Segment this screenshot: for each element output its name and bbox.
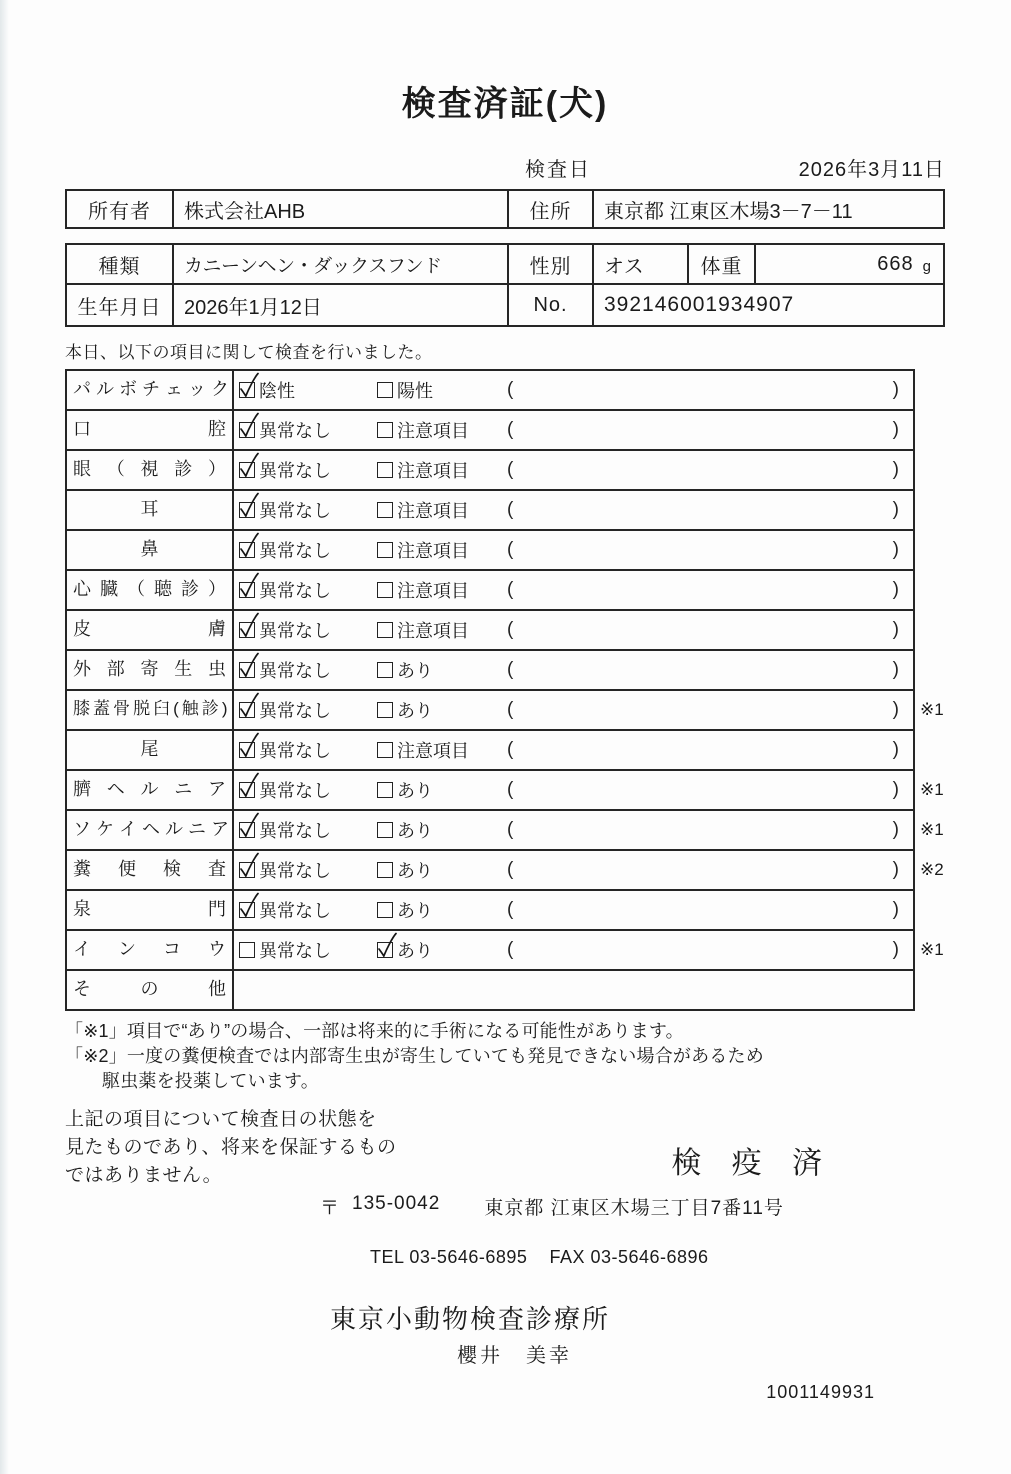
check-tick-icon xyxy=(238,732,260,759)
paren-open-char: ( xyxy=(507,859,514,880)
option-1-label: 陰性 xyxy=(259,381,295,401)
check-tick-icon xyxy=(238,652,260,679)
footnote-2-line1: 「※2」一度の糞便検査では内部寄生虫が寄生していても発見できない場合があるため xyxy=(65,1046,764,1066)
checkbox-2 xyxy=(377,862,393,878)
option-1 xyxy=(239,857,377,883)
remarks-field xyxy=(507,779,913,801)
serial-number: 1001149931 xyxy=(766,1382,875,1402)
paren-open-char: ( xyxy=(507,659,514,680)
checkbox-1 xyxy=(239,702,255,718)
checkbox-2 xyxy=(377,382,393,398)
paren-open-char: ( xyxy=(507,539,514,560)
row-content xyxy=(234,571,913,609)
weight-cell xyxy=(754,245,943,283)
breed-label: 種類 xyxy=(98,255,141,278)
checklist-row xyxy=(67,809,944,849)
option-1-label: 異常なし xyxy=(259,661,331,681)
checklist-row xyxy=(67,371,913,409)
sex-value: オス xyxy=(592,245,687,283)
row-label: 臍 ヘ ル ニ ア xyxy=(67,771,234,809)
check-tick-icon xyxy=(238,852,260,879)
owner-value: 株式会社AHB xyxy=(172,191,507,227)
paren-open-char: ( xyxy=(507,499,514,520)
option-2-label: 注意項目 xyxy=(397,541,469,561)
checkbox-1 xyxy=(239,502,255,518)
check-tick-icon xyxy=(238,772,260,799)
option-2-label: 注意項目 xyxy=(397,581,469,601)
row-label: 心 臓 （ 聴 診 ） xyxy=(67,571,234,609)
option-2-label: あり xyxy=(397,861,433,881)
paren-close-char: ) xyxy=(892,819,899,840)
checklist-row xyxy=(67,609,913,649)
paren-close-char: ) xyxy=(892,859,899,880)
option-2-label: 注意項目 xyxy=(397,501,469,521)
remarks-field xyxy=(507,659,913,681)
option-1-label: 異常なし xyxy=(259,461,331,481)
remarks-field xyxy=(507,419,913,441)
row-content xyxy=(234,371,913,409)
footnotes xyxy=(65,1019,945,1094)
paren-close-char: ) xyxy=(892,939,899,960)
option-1 xyxy=(239,577,377,603)
checklist-row xyxy=(67,889,913,929)
option-2 xyxy=(377,617,507,643)
paren-open-char: ( xyxy=(507,899,514,920)
paren-close-char: ) xyxy=(892,619,899,640)
certificate-content xyxy=(65,0,945,1403)
footnote-1: 「※1」項目で“あり”の場合、一部は将来的に手術になる可能性があります。 xyxy=(65,1021,684,1041)
row-label: パ ル ボ チ ェ ッ ク xyxy=(67,371,234,409)
row-content xyxy=(234,691,913,729)
checklist-table xyxy=(65,369,944,1011)
clinic-tel: TEL 03-5646-6895 xyxy=(370,1247,528,1267)
paren-open-char: ( xyxy=(507,819,514,840)
checkbox-2 xyxy=(377,542,393,558)
checkbox-2 xyxy=(377,702,393,718)
remarks-field xyxy=(507,579,913,601)
sex-label: 性別 xyxy=(507,245,592,283)
owner-label: 所有者 xyxy=(88,200,151,223)
row-content xyxy=(234,851,913,889)
row-label: そ の 他 xyxy=(67,971,234,1009)
option-1 xyxy=(239,497,377,523)
remarks-field xyxy=(507,939,913,961)
option-1-label: 異常なし xyxy=(259,621,331,641)
option-1 xyxy=(239,537,377,563)
disclaimer-line-2: 見たものであり、将来を保証するもの xyxy=(65,1137,397,1158)
option-1-label: 異常なし xyxy=(259,821,331,841)
row-content xyxy=(234,771,913,809)
disclaimer-text xyxy=(65,1106,397,1190)
option-1-label: 異常なし xyxy=(259,701,331,721)
paren-close-char: ) xyxy=(892,699,899,720)
option-2 xyxy=(377,457,507,483)
remarks-field xyxy=(507,619,913,641)
clinic-name: 東京小動物検査診療所 xyxy=(330,1304,611,1334)
checklist-row xyxy=(67,929,944,969)
inspection-date-row xyxy=(65,153,945,182)
row-label: 外 部 寄 生 虫 xyxy=(67,651,234,689)
option-1-label: 異常なし xyxy=(259,941,331,961)
option-1-label: 異常なし xyxy=(259,581,331,601)
pet-table xyxy=(65,243,945,327)
check-tick-icon xyxy=(238,692,260,719)
option-2-label: 陽性 xyxy=(397,381,433,401)
inspection-date-value: 2026年3月11日 xyxy=(798,159,945,181)
option-1 xyxy=(239,457,377,483)
checklist-row xyxy=(67,569,913,609)
remarks-field xyxy=(507,539,913,561)
paren-open-char: ( xyxy=(507,939,514,960)
paren-open-char: ( xyxy=(507,779,514,800)
checklist-row xyxy=(67,409,913,449)
row-content xyxy=(234,451,913,489)
option-2 xyxy=(377,897,507,923)
paren-open-char: ( xyxy=(507,739,514,760)
row-label: 耳 xyxy=(67,491,234,529)
intro-text: 本日、以下の項目に関して検査を行いました。 xyxy=(65,343,433,362)
option-2-label: あり xyxy=(397,821,433,841)
row-note-marker: ※1 xyxy=(920,780,944,799)
checklist-row xyxy=(67,969,913,1009)
check-tick-icon xyxy=(238,572,260,599)
clinic-address: 東京都 江東区木場三丁目7番11号 xyxy=(484,1198,784,1219)
option-2 xyxy=(377,937,507,963)
paren-open-char: ( xyxy=(507,419,514,440)
row-note-marker: ※1 xyxy=(920,820,944,839)
paren-open-char: ( xyxy=(507,459,514,480)
paren-close-char: ) xyxy=(892,459,899,480)
checkbox-1 xyxy=(239,382,255,398)
option-1 xyxy=(239,897,377,923)
row-content xyxy=(234,811,913,849)
paren-close-char: ) xyxy=(892,739,899,760)
checklist-row xyxy=(67,529,913,569)
checklist-row xyxy=(67,769,944,809)
no-label: No. xyxy=(507,285,592,325)
option-2 xyxy=(377,737,507,763)
option-2 xyxy=(377,537,507,563)
checkbox-2 xyxy=(377,742,393,758)
option-2-label: あり xyxy=(397,781,433,801)
option-1 xyxy=(239,417,377,443)
checkbox-2 xyxy=(377,582,393,598)
owner-address-value: 東京都 江東区木場3－7－11 xyxy=(592,191,943,227)
check-tick-icon xyxy=(238,452,260,479)
checkbox-1 xyxy=(239,822,255,838)
checkbox-2 xyxy=(377,662,393,678)
check-tick-icon xyxy=(238,532,260,559)
checklist-row xyxy=(67,489,913,529)
checkbox-1 xyxy=(239,942,255,958)
checklist-row xyxy=(67,649,913,689)
breed-value: カニーンヘン・ダックスフンド xyxy=(172,245,507,283)
remarks-field xyxy=(507,859,913,881)
option-1 xyxy=(239,617,377,643)
option-2-label: あり xyxy=(397,941,433,961)
checkbox-2 xyxy=(377,622,393,638)
option-1 xyxy=(239,697,377,723)
no-value: 392146001934907 xyxy=(592,285,943,325)
checkbox-1 xyxy=(239,742,255,758)
option-2 xyxy=(377,857,507,883)
checkbox-1 xyxy=(239,902,255,918)
paren-close-char: ) xyxy=(892,579,899,600)
checkbox-1 xyxy=(239,542,255,558)
checkbox-2 xyxy=(377,902,393,918)
row-label: 尾 xyxy=(67,731,234,769)
row-label: 口 腔 xyxy=(67,411,234,449)
checkbox-2 xyxy=(377,782,393,798)
row-content xyxy=(234,971,913,1009)
option-2-label: あり xyxy=(397,661,433,681)
postal-code: 135-0042 xyxy=(352,1193,441,1214)
option-1 xyxy=(239,657,377,683)
paren-close-char: ) xyxy=(892,419,899,440)
option-1 xyxy=(239,777,377,803)
option-2 xyxy=(377,577,507,603)
checklist-row xyxy=(67,689,944,729)
row-label: 皮 膚 xyxy=(67,611,234,649)
row-label: イ ン コ ウ xyxy=(67,931,234,969)
option-1-label: 異常なし xyxy=(259,781,331,801)
option-2 xyxy=(377,777,507,803)
check-tick-icon xyxy=(238,492,260,519)
row-label: 鼻 xyxy=(67,531,234,569)
paren-close-char: ) xyxy=(892,899,899,920)
checkbox-2 xyxy=(377,942,393,958)
checkbox-1 xyxy=(239,462,255,478)
option-1 xyxy=(239,377,377,403)
remarks-field xyxy=(507,499,913,521)
weight-label: 体重 xyxy=(687,245,754,283)
option-2 xyxy=(377,417,507,443)
check-tick-icon xyxy=(238,812,260,839)
option-2-label: 注意項目 xyxy=(397,621,469,641)
birthdate-value: 2026年1月12日 xyxy=(172,285,507,325)
remarks-field xyxy=(507,379,913,401)
check-tick-icon xyxy=(238,612,260,639)
paren-open-char: ( xyxy=(507,619,514,640)
row-note-marker: ※1 xyxy=(920,940,944,959)
check-tick-icon xyxy=(376,932,398,959)
option-2 xyxy=(377,697,507,723)
paren-close-char: ) xyxy=(892,779,899,800)
checkbox-1 xyxy=(239,422,255,438)
clinic-fax: FAX 03-5646-6896 xyxy=(549,1247,709,1267)
option-1-label: 異常なし xyxy=(259,861,331,881)
option-2-label: 注意項目 xyxy=(397,461,469,481)
row-content xyxy=(234,931,913,969)
option-2-label: あり xyxy=(397,701,433,721)
option-1-label: 異常なし xyxy=(259,421,331,441)
remarks-field xyxy=(507,699,913,721)
option-2-label: 注意項目 xyxy=(397,421,469,441)
examiner-name: 櫻井 美幸 xyxy=(457,1345,572,1367)
row-content xyxy=(234,651,913,689)
check-tick-icon xyxy=(238,892,260,919)
option-1 xyxy=(239,817,377,843)
owner-address-label: 住所 xyxy=(507,191,592,227)
option-2 xyxy=(377,657,507,683)
checklist-row xyxy=(67,449,913,489)
option-1 xyxy=(239,937,377,963)
checklist-row xyxy=(67,729,913,769)
option-1-label: 異常なし xyxy=(259,741,331,761)
checkbox-2 xyxy=(377,822,393,838)
owner-row xyxy=(67,191,943,227)
page-title: 検査済証(犬) xyxy=(401,85,609,123)
checkbox-1 xyxy=(239,622,255,638)
row-content xyxy=(234,531,913,569)
option-2-label: あり xyxy=(397,901,433,921)
check-tick-icon xyxy=(238,372,260,399)
pet-row-1 xyxy=(67,245,943,283)
row-content xyxy=(234,411,913,449)
disclaimer-line-1: 上記の項目について検査日の状態を xyxy=(65,1109,377,1130)
disclaimer-line-3: ではありません。 xyxy=(65,1165,223,1186)
remarks-field xyxy=(507,459,913,481)
row-label: 泉 門 xyxy=(67,891,234,929)
disclaimer-and-stamp xyxy=(65,1106,945,1190)
option-1 xyxy=(239,737,377,763)
clinic-postal-row xyxy=(65,1193,945,1220)
option-2 xyxy=(377,497,507,523)
check-tick-icon xyxy=(238,412,260,439)
checkbox-1 xyxy=(239,662,255,678)
footnote-2-line2: 駆虫薬を投薬しています。 xyxy=(102,1071,319,1091)
birthdate-label: 生年月日 xyxy=(77,296,162,319)
paren-open-char: ( xyxy=(507,699,514,720)
checklist-body xyxy=(67,371,944,1009)
row-content xyxy=(234,611,913,649)
option-1-label: 異常なし xyxy=(259,501,331,521)
pet-row-2 xyxy=(67,283,943,325)
checkbox-1 xyxy=(239,862,255,878)
checkbox-2 xyxy=(377,422,393,438)
inspection-date-label: 検査日 xyxy=(525,159,591,181)
row-label: 糞 便 検 査 xyxy=(67,851,234,889)
clinic-tel-row xyxy=(65,1247,945,1268)
owner-table xyxy=(65,189,945,229)
checkbox-1 xyxy=(239,582,255,598)
checklist-row xyxy=(67,849,944,889)
option-1-label: 異常なし xyxy=(259,901,331,921)
remarks-field xyxy=(507,739,913,761)
row-content xyxy=(234,491,913,529)
row-note-marker: ※2 xyxy=(920,860,944,879)
weight-value: 668 xyxy=(877,252,914,275)
row-label: 眼 （ 視 診 ） xyxy=(67,451,234,489)
paren-open-char: ( xyxy=(507,579,514,600)
row-content xyxy=(234,891,913,929)
row-content xyxy=(234,731,913,769)
checkbox-2 xyxy=(377,502,393,518)
row-label: 膝蓋骨脱臼(触診) xyxy=(67,691,234,729)
paren-close-char: ) xyxy=(892,379,899,400)
row-label: ソ ケ イ ヘ ル ニ ア xyxy=(67,811,234,849)
remarks-field xyxy=(507,899,913,921)
option-2 xyxy=(377,817,507,843)
paren-close-char: ) xyxy=(892,499,899,520)
option-2 xyxy=(377,377,507,403)
option-1-label: 異常なし xyxy=(259,541,331,561)
paren-close-char: ) xyxy=(892,539,899,560)
quarantine-stamp: 検 疫 済 xyxy=(671,1147,833,1180)
weight-unit: g xyxy=(922,257,931,275)
paren-close-char: ) xyxy=(892,659,899,680)
checkbox-2 xyxy=(377,462,393,478)
remarks-field xyxy=(507,819,913,841)
checkbox-1 xyxy=(239,782,255,798)
postal-mark: 〒 xyxy=(320,1198,341,1219)
row-note-marker: ※1 xyxy=(920,700,944,719)
option-2-label: 注意項目 xyxy=(397,741,469,761)
paren-open-char: ( xyxy=(507,379,514,400)
